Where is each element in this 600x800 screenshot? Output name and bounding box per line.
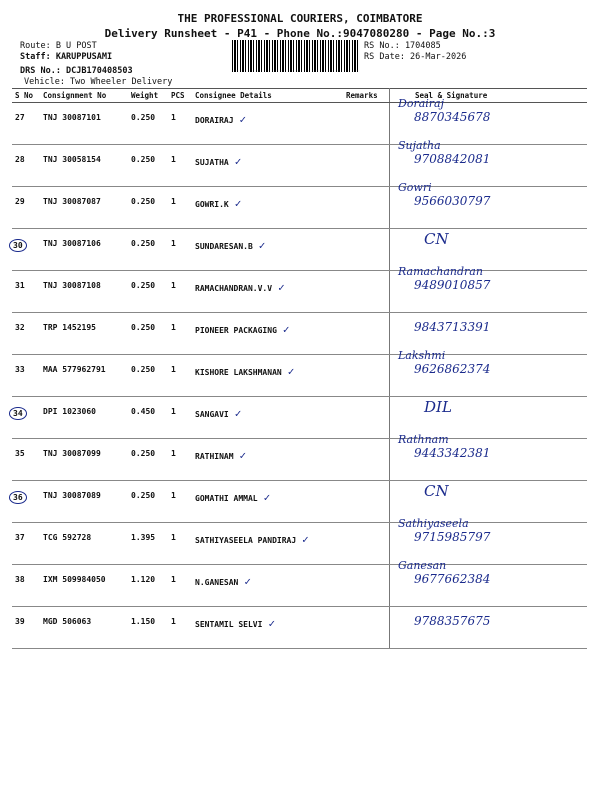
cell-consignment: TNJ 30087099 — [40, 439, 128, 481]
table-row — [12, 271, 587, 313]
signature-mark: CN — [424, 482, 449, 500]
header-consignment: Consignment No — [40, 89, 128, 103]
rs-number: RS No.: 1704085 — [364, 41, 441, 51]
cell-consignment: TCG 592728 — [40, 523, 128, 565]
consignee-name: KISHORE LAKSHMANAN — [195, 368, 282, 377]
cell-remarks — [343, 271, 390, 313]
signature-phone: 9443342381 — [414, 446, 491, 460]
cell-signature — [390, 433, 588, 481]
cell-sno — [12, 439, 40, 481]
staff-label: Staff: KARUPPUSAMI — [20, 52, 113, 62]
sno-value: 36 — [9, 491, 27, 504]
cell-consignee — [192, 229, 343, 271]
sno-value: 34 — [9, 407, 27, 420]
signature-name: Ganesan — [398, 559, 447, 572]
check-mark-icon: ✓ — [234, 197, 242, 210]
cell-consignment: MAA 577962791 — [40, 355, 128, 397]
cell-sno — [12, 229, 40, 271]
cell-sno — [12, 607, 40, 649]
cell-pcs: 1 — [168, 607, 192, 649]
consignee-name: DORAIRAJ — [195, 116, 234, 125]
cell-pcs: 1 — [168, 397, 192, 439]
cell-consignee — [192, 523, 343, 565]
cell-consignee — [192, 103, 343, 145]
cell-sno — [12, 187, 40, 229]
cell-pcs: 1 — [168, 313, 192, 355]
check-mark-icon: ✓ — [287, 365, 295, 378]
cell-consignee — [192, 145, 343, 187]
header-remarks: Remarks — [343, 89, 390, 103]
consignee-name: RATHINAM — [195, 452, 234, 461]
header-sno: S No — [12, 89, 40, 103]
check-mark-icon: ✓ — [239, 449, 247, 462]
cell-weight: 0.250 — [128, 145, 168, 187]
cell-sno — [12, 565, 40, 607]
cell-consignee — [192, 355, 343, 397]
cell-sno — [12, 355, 40, 397]
cell-consignee — [192, 397, 343, 439]
barcode-image — [232, 40, 358, 72]
cell-remarks — [343, 187, 390, 229]
cell-consignee — [192, 481, 343, 523]
drs-label: DRS No.: DCJB170408503 — [20, 66, 133, 76]
cell-consignee — [192, 565, 343, 607]
route-info — [20, 41, 172, 88]
cell-sno — [12, 523, 40, 565]
check-mark-icon: ✓ — [268, 617, 276, 630]
page-subtitle: Delivery Runsheet - P41 - Phone No.:9047080280 - Page No.:3 — [104, 27, 496, 40]
cell-pcs: 1 — [168, 187, 192, 229]
cell-consignment: IXM 509984050 — [40, 565, 128, 607]
cell-pcs: 1 — [168, 481, 192, 523]
consignee-name: GOMATHI AMMAL — [195, 494, 258, 503]
consignee-name: N.GANESAN — [195, 578, 239, 587]
cell-consignment: DPI 1023060 — [40, 397, 128, 439]
sno-value: 37 — [15, 533, 25, 542]
cell-pcs: 1 — [168, 565, 192, 607]
signature-phone: 8870345678 — [414, 110, 491, 124]
cell-consignment: TNJ 30058154 — [40, 145, 128, 187]
page-title: THE PROFESSIONAL COURIERS, COIMBATORE — [177, 12, 423, 25]
signature-phone: 9708842081 — [414, 152, 491, 166]
check-mark-icon: ✓ — [263, 491, 271, 504]
runsheet-table — [12, 88, 587, 649]
check-mark-icon: ✓ — [258, 239, 266, 252]
table-row — [12, 481, 587, 523]
check-mark-icon: ✓ — [244, 575, 251, 588]
cell-remarks — [343, 313, 390, 355]
table-row — [12, 187, 587, 229]
table-body — [12, 97, 587, 649]
cell-weight: 0.450 — [128, 397, 168, 439]
cell-consignee — [192, 187, 343, 229]
sno-value: 29 — [15, 197, 25, 206]
cell-weight: 1.120 — [128, 565, 168, 607]
sno-value: 39 — [15, 617, 25, 626]
cell-remarks — [343, 355, 390, 397]
header-consignee: Consignee Details — [192, 89, 343, 103]
check-mark-icon: ✓ — [302, 533, 309, 546]
cell-weight: 0.250 — [128, 103, 168, 145]
sno-value: 32 — [15, 323, 25, 332]
sno-value: 35 — [15, 449, 25, 458]
cell-consignment: TNJ 30087108 — [40, 271, 128, 313]
cell-pcs: 1 — [168, 271, 192, 313]
table-row — [12, 565, 587, 607]
table-row — [12, 145, 587, 187]
sno-value: 38 — [15, 575, 25, 584]
cell-remarks — [343, 103, 390, 145]
header-signature: Seal & Signature — [390, 89, 588, 103]
cell-consignment: TRP 1452195 — [40, 313, 128, 355]
cell-weight: 0.250 — [128, 313, 168, 355]
table-row — [12, 607, 587, 649]
cell-consignee — [192, 271, 343, 313]
cell-remarks — [343, 481, 390, 523]
signature-name: Rathnam — [398, 433, 449, 446]
consignee-name: GOWRI.K — [195, 200, 229, 209]
sno-value: 27 — [15, 113, 25, 122]
cell-weight: 0.250 — [128, 229, 168, 271]
table-row — [12, 313, 587, 355]
signature-mark: DIL — [424, 398, 452, 416]
consignee-name: RAMACHANDRAN.V.V — [195, 284, 273, 293]
cell-sno — [12, 481, 40, 523]
cell-sno — [12, 145, 40, 187]
cell-sno — [12, 103, 40, 145]
table-row — [12, 103, 587, 145]
cell-pcs: 1 — [168, 145, 192, 187]
consignee-name: SANGAVI — [195, 410, 229, 419]
cell-weight: 0.250 — [128, 481, 168, 523]
cell-pcs: 1 — [168, 355, 192, 397]
cell-pcs: 1 — [168, 523, 192, 565]
cell-signature — [390, 607, 588, 649]
route-label: Route: B U POST — [20, 41, 97, 51]
cell-consignment: TNJ 30087089 — [40, 481, 128, 523]
cell-consignee — [192, 607, 343, 649]
table-row — [12, 397, 587, 439]
consignee-name: SATHIYASEELA PANDIRAJ — [195, 536, 297, 545]
cell-signature — [390, 349, 588, 397]
check-mark-icon: ✓ — [278, 281, 285, 294]
cell-consignee — [192, 439, 343, 481]
cell-remarks — [343, 229, 390, 271]
signature-name: Sujatha — [398, 139, 441, 152]
consignee-name: SUNDARESAN.B — [195, 242, 253, 251]
cell-pcs: 1 — [168, 229, 192, 271]
cell-remarks — [343, 439, 390, 481]
cell-consignee — [192, 313, 343, 355]
cell-sno — [12, 397, 40, 439]
rs-info — [364, 41, 466, 63]
cell-weight: 0.250 — [128, 439, 168, 481]
cell-weight: 0.250 — [128, 271, 168, 313]
consignee-name: PIONEER PACKAGING — [195, 326, 277, 335]
signature-name: Lakshmi — [398, 349, 446, 362]
cell-weight: 1.395 — [128, 523, 168, 565]
sno-value: 30 — [9, 239, 27, 252]
signature-phone: 9626862374 — [414, 362, 491, 376]
cell-consignment: TNJ 30087087 — [40, 187, 128, 229]
table-row — [12, 229, 587, 271]
cell-remarks — [343, 145, 390, 187]
header-pcs: PCS — [168, 89, 192, 103]
signature-name: Dorairaj — [398, 97, 445, 110]
check-mark-icon: ✓ — [282, 323, 290, 336]
cell-consignment: TNJ 30087106 — [40, 229, 128, 271]
check-mark-icon: ✓ — [234, 155, 242, 168]
table-row — [12, 355, 587, 397]
signature-phone: 9843713391 — [414, 320, 491, 334]
cell-remarks — [343, 607, 390, 649]
cell-pcs: 1 — [168, 439, 192, 481]
consignee-name: SENTAMIL SELVI — [195, 620, 263, 629]
cell-signature — [390, 559, 588, 607]
cell-weight: 0.250 — [128, 355, 168, 397]
cell-consignment: MGD 506063 — [40, 607, 128, 649]
header-weight: Weight — [128, 89, 168, 103]
cell-signature — [390, 181, 588, 229]
table-row — [12, 523, 587, 565]
table-row — [12, 439, 587, 481]
table-header-row — [12, 89, 587, 103]
signature-mark: CN — [424, 230, 449, 248]
signature-name: Gowri — [398, 181, 432, 194]
cell-remarks — [343, 397, 390, 439]
sno-value: 31 — [15, 281, 25, 290]
sno-value: 28 — [15, 155, 25, 164]
signature-phone: 9677662384 — [414, 572, 491, 586]
signature-phone: 9489010857 — [414, 278, 491, 292]
signature-name: Sathiyaseela — [398, 517, 469, 530]
check-mark-icon: ✓ — [239, 113, 247, 126]
cell-pcs: 1 — [168, 103, 192, 145]
cell-remarks — [343, 523, 390, 565]
signature-phone: 9788357675 — [414, 614, 491, 628]
signature-phone: 9566030797 — [414, 194, 491, 208]
consignee-name: SUJATHA — [195, 158, 229, 167]
rs-date: RS Date: 26-Mar-2026 — [364, 52, 467, 62]
signature-name: Ramachandran — [398, 265, 483, 278]
vehicle-label: Vehicle: Two Wheeler Delivery — [24, 77, 173, 87]
cell-sno — [12, 271, 40, 313]
sno-value: 33 — [15, 365, 25, 374]
cell-weight: 1.150 — [128, 607, 168, 649]
cell-sno — [12, 313, 40, 355]
cell-weight: 0.250 — [128, 187, 168, 229]
check-mark-icon: ✓ — [234, 407, 242, 420]
cell-signature — [390, 265, 588, 313]
cell-consignment: TNJ 30087101 — [40, 103, 128, 145]
cell-remarks — [343, 565, 390, 607]
signature-phone: 9715985797 — [414, 530, 491, 544]
